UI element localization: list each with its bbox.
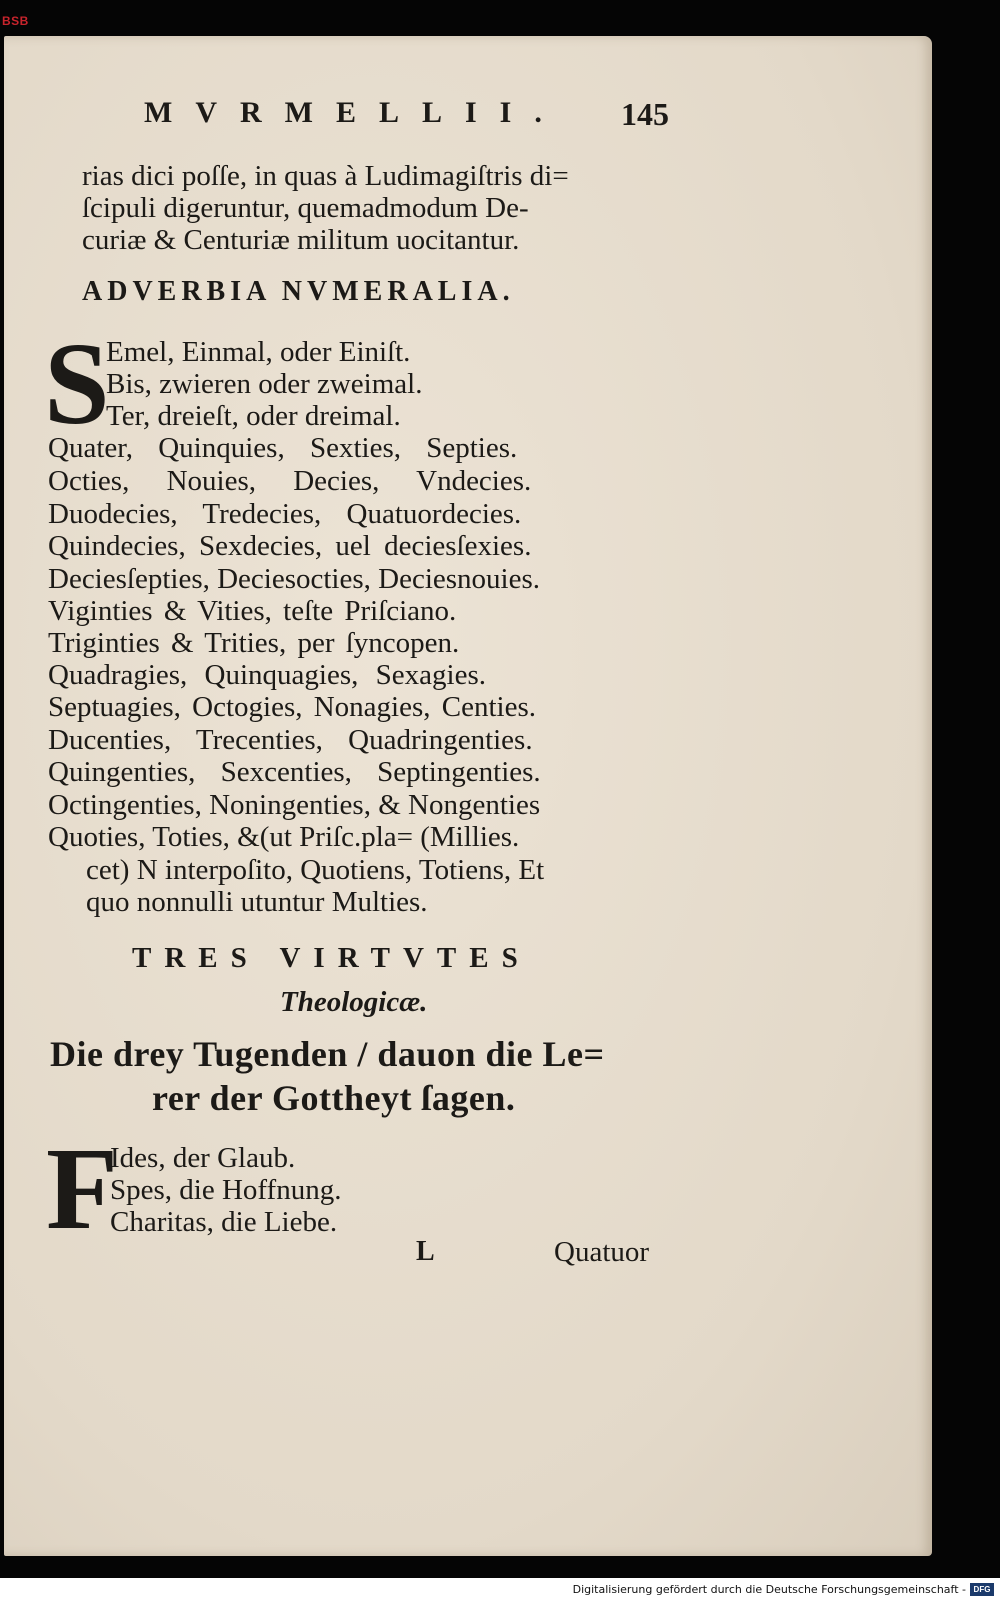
numeral-line: Duodecies, Tredecies, Quatuordecies.: [48, 498, 522, 530]
numeral-line: Deciesſepties, Deciesocties, Deciesnouies.: [48, 563, 541, 595]
section-heading: ADVERBIA NVMERALIA.: [82, 276, 515, 307]
intro-line: rias dici poſſe, in quas à Ludimagiſtris di=: [82, 160, 569, 192]
funding-credit: Digitalisierung gefördert durch die Deutsche Forschungsgemeinschaft -: [572, 1583, 966, 1596]
virtue-line: Charitas, die Liebe.: [110, 1206, 338, 1238]
signature-mark: L: [416, 1236, 435, 1267]
numeral-line: Quoties, Toties, &(ut Priſc.pla= (Millies.: [48, 821, 520, 853]
section-heading: TRES VIRTVTES: [132, 942, 531, 974]
numeral-line: Viginties & Vities, teſte Priſciano.: [48, 595, 457, 627]
numeral-line: Ducenties, Trecenties, Quadringenties.: [48, 724, 533, 756]
numeral-line: Septuagies, Octogies, Nonagies, Centies.: [48, 691, 536, 723]
book-page: [4, 36, 932, 1556]
virtue-line: Ides, der Glaub.: [110, 1142, 296, 1174]
numeral-line: Octies, Nouies, Decies, Vndecies.: [48, 465, 532, 497]
indented-line: Emel, Einmal, oder Einiſt.: [106, 336, 411, 368]
drop-initial: F: [46, 1123, 119, 1254]
numeral-line: Triginties & Trities, per ſyncopen.: [48, 627, 460, 659]
numeral-line: Quindecies, Sexdecies, uel deciesſexies.: [48, 530, 532, 562]
numeral-line: cet) N interpoſito, Quotiens, Totiens, Et: [86, 854, 545, 886]
virtue-line: Spes, die Hoffnung.: [110, 1174, 342, 1206]
dfg-logo: DFG: [970, 1583, 994, 1596]
german-heading-line: Die drey Tugenden / dauon die Le=: [50, 1034, 605, 1074]
drop-initial: S: [44, 318, 110, 449]
numeral-line: Quadragies, Quinquagies, Sexagies.: [48, 659, 486, 691]
bsb-logo: BSB: [2, 14, 29, 28]
indented-line: Bis, zwieren oder zweimal.: [106, 368, 423, 400]
footer-bar: [0, 1578, 1000, 1606]
numeral-line: quo nonnulli utuntur Multies.: [86, 886, 428, 918]
indented-line: Ter, dreieſt, oder dreimal.: [106, 400, 401, 432]
intro-line: ſcipuli digeruntur, quemadmodum De-: [82, 192, 529, 224]
numeral-line: Octingenties, Noningenties, & Nongenties: [48, 789, 541, 821]
section-subheading: Theologicæ.: [280, 986, 428, 1018]
german-heading-line: rer der Gottheyt ſagen.: [152, 1078, 516, 1118]
intro-line: curiæ & Centuriæ militum uocitantur.: [82, 224, 520, 256]
numeral-line: Quingenties, Sexcenties, Septingenties.: [48, 756, 541, 788]
catchword: Quatuor: [554, 1236, 650, 1268]
numeral-line: Quater, Quinquies, Sexties, Septies.: [48, 432, 518, 464]
page-number: 145: [621, 96, 669, 132]
running-title: MVRMELLII.: [144, 96, 565, 129]
